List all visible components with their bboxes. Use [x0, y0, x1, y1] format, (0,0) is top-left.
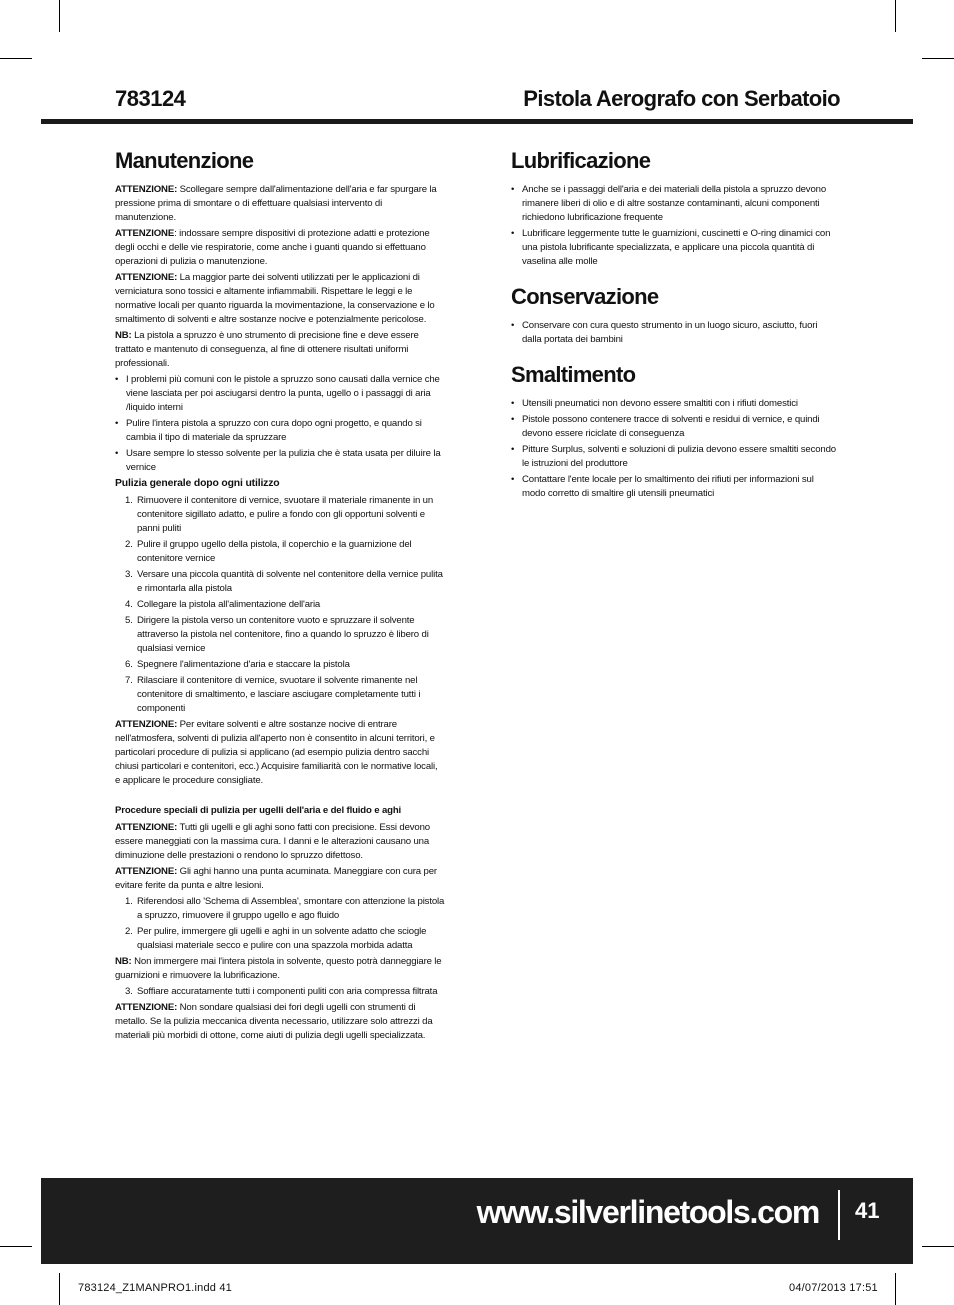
warning-label: ATTENZIONE:: [115, 1002, 178, 1013]
slug-filename: 783124_Z1MANPRO1.indd 41: [78, 1282, 233, 1294]
list-item: • Usare sempre lo stesso solvente per la pulizia che è stata usata per diluire la vernice: [115, 447, 445, 475]
page-number: 41: [855, 1198, 880, 1223]
crop-mark: [895, 0, 896, 32]
crop-mark: [895, 1273, 896, 1305]
lubrication-heading: Lubrificazione: [511, 148, 651, 173]
list-item: • Pitture Surplus, solventi e soluzioni di pulizia devono essere smaltiti secondo le istruzioni del produttore: [511, 443, 837, 471]
header-rule: [41, 119, 913, 124]
warning-paragraph: [115, 227, 445, 269]
warning-label: ATTENZIONE:: [115, 184, 178, 195]
note-label: NB:: [115, 956, 132, 967]
general-cleaning-heading: Pulizia generale dopo ogni utilizzo: [115, 478, 280, 489]
list-item: 2. Pulire il gruppo ugello della pistola, il coperchio e la guarnizione del contenitore vernice: [125, 539, 412, 564]
warning-label: ATTENZIONE:: [115, 272, 178, 283]
maintenance-heading: Manutenzione: [115, 148, 254, 173]
warning-text: Per evitare solventi e altre sostanze nocive di entrare nell'atmosfera, solventi di pulizia all'aperto non è consentito in alcuni territori, e particolari procedure di pulizia si applicano (ad esempio pulizia dentro sacchi chiusi particolari e contenitori, ecc.) Acquisire familiarità con le normative locali, e applicare le procedure consigliate.: [115, 719, 438, 786]
list-item: • Pistole possono contenere tracce di solventi e residui di vernice, e quindi devono essere riciclate di conseguenza: [511, 413, 837, 441]
storage-bullets: [511, 319, 837, 347]
list-item: • I problemi più comuni con le pistole a spruzzo sono causati dalla vernice che viene lasciata per poi asciugarsi dentro la punta, ugello o i passaggi di aria /liquido interni: [115, 373, 445, 415]
list-item: 4. Collegare la pistola all'alimentazione dell'aria: [125, 599, 321, 610]
warning-text: Tutti gli ugelli e gli aghi sono fatti con precisione. Essi devono essere maneggiati con la massima cura. I danni e le alterazioni causano una diminuzione delle prestazioni o rendono lo spruzzo difettoso.: [115, 822, 430, 861]
list-item: • Anche se i passaggi dell'aria e dei materiali della pistola a spruzzo devono rimanere liberi di olio e di altre sostanze contaminanti, alcuni componenti richiedono lubrificazione frequente: [511, 183, 837, 225]
warning-paragraph: [115, 718, 445, 788]
footer-bar: [41, 1178, 913, 1264]
warning-label: ATTENZIONE:: [115, 822, 178, 833]
list-item: 2. Per pulire, immergere gli ugelli e aghi in un solvente adatto che sciogle qualsiasi materiale secco e pulire con una spazzola morbida adatta: [125, 926, 427, 951]
list-item: • Lubrificare leggermente tutte le guarnizioni, cuscinetti e O-ring dinamici con una pistola lubrificante specializzata, e applicare una piccola quantità di vaselina alle molle: [511, 227, 837, 269]
page-header: [115, 84, 840, 118]
warning-paragraph: [115, 271, 445, 327]
warning-label: ATTENZIONE: [115, 228, 175, 239]
list-item: 1. Riferendosi allo 'Schema di Assemblea', smontare con attenzione la pistola a spruzzo, rimuovere il gruppo ugello e ago fluido: [125, 896, 445, 921]
crop-mark: [922, 1246, 954, 1247]
crop-mark: [59, 1273, 60, 1305]
general-cleaning-steps: [115, 494, 445, 716]
note-paragraph: [115, 329, 445, 371]
storage-heading: Conservazione: [511, 284, 659, 309]
list-item: • Conservare con cura questo strumento in un luogo sicuro, asciutto, fuori dalla portata dei bambini: [511, 319, 837, 347]
warning-text: La maggior parte dei solventi utilizzati per le applicazioni di verniciatura sono tossici e altamente infiammabili. Rispettare le leggi e le normative locali per quanto riguarda la movimentazione, la conservazione e lo smaltimento di solventi e altre sostanze nocive e potenzialmente pericolose.: [115, 272, 435, 325]
list-item: 3. Versare una piccola quantità di solvente nel contenitore della vernice pulita e rimontarla alla pistola: [125, 569, 443, 594]
warning-paragraph: [115, 183, 445, 225]
crop-mark: [0, 1246, 32, 1247]
warning-label: ATTENZIONE:: [115, 866, 178, 877]
note-label: NB:: [115, 330, 132, 341]
list-item: • Contattare l'ente locale per lo smaltimento dei rifiuti per informazioni sul modo corretto di smaltire gli utensili pneumatici: [511, 473, 837, 501]
model-number: 783124: [115, 86, 186, 111]
maintenance-bullets: [115, 373, 445, 475]
disposal-bullets: [511, 397, 837, 501]
special-cleaning-heading: Procedure speciali di pulizia per ugelli dell'aria e del fluido e aghi: [115, 805, 402, 816]
crop-mark: [0, 58, 32, 59]
note-text: Non immergere mai l'intera pistola in solvente, questo potrà danneggiare le guarnizioni e rimuovere la lubrificazione.: [115, 956, 442, 981]
list-item: 6. Spegnere l'alimentazione d'aria e staccare la pistola: [125, 659, 350, 670]
warning-text: : indossare sempre dispositivi di protezione adatti e protezione degli occhi e delle vie respiratorie, come anche i guanti quando si effettuano operazioni di pulizia o manutenzione.: [115, 228, 430, 267]
warning-text: Gli aghi hanno una punta acuminata. Maneggiare con cura per evitare ferite da punta e altre lesioni.: [115, 866, 437, 891]
slug-date: 04/07/2013 17:51: [789, 1282, 878, 1294]
note-paragraph: [115, 955, 445, 983]
list-item: • Utensili pneumatici non devono essere smaltiti con i rifiuti domestici: [511, 397, 837, 411]
warning-paragraph: [115, 821, 445, 863]
maintenance-column: [115, 147, 445, 1045]
list-item: 5. Dirigere la pistola verso un contenitore vuoto e spruzzare il solvente attraverso la pistola nel contenitore, fino a quando lo spruzzo è libero di qualsiasi vernice: [125, 615, 429, 654]
footer-divider: [838, 1190, 840, 1240]
warning-label: ATTENZIONE:: [115, 719, 178, 730]
special-cleaning-steps-continued: [115, 985, 445, 999]
list-item: • Pulire l'intera pistola a spruzzo con cura dopo ogni progetto, e quando si cambia il tipo di materiale da spruzzare: [115, 417, 445, 445]
list-item: 7. Rilasciare il contenitore di vernice, svuotare il solvente rimanente nel contenitore di smaltimento, e lasciare asciugare completamente tutti i componenti: [125, 675, 421, 714]
lubrication-bullets: [511, 183, 837, 269]
special-cleaning-steps: [115, 895, 445, 953]
page-title: Pistola Aerografo con Serbatoio: [523, 86, 840, 111]
warning-text: Scollegare sempre dall'alimentazione dell'aria e far spurgare la pressione prima di smontare o di effettuare qualsiasi intervento di manutenzione.: [115, 184, 437, 223]
warning-paragraph: [115, 865, 445, 893]
website-url: www.silverlinetools.com: [476, 1194, 819, 1230]
right-column: [511, 147, 837, 503]
crop-mark: [922, 58, 954, 59]
warning-text: Non sondare qualsiasi dei fori degli ugelli con strumenti di metallo. Se la pulizia meccanica diventa necessario, utilizzare solo attrezzi da materiali più morbidi di ottone, come aiuti di pulizia degli ugelli specializzata.: [115, 1002, 433, 1041]
warning-paragraph: [115, 1001, 445, 1043]
crop-mark: [59, 0, 60, 32]
disposal-heading: Smaltimento: [511, 362, 636, 387]
note-text: La pistola a spruzzo è uno strumento di precisione fine e deve essere trattato e mantenuto di conseguenza, al fine di ottenere risultati uniformi professionali.: [115, 330, 419, 369]
list-item: 1. Rimuovere il contenitore di vernice, svuotare il materiale rimanente in un contenitore sigillato adatto, e pulire a fondo con gli opportuni solventi e panni puliti: [125, 495, 434, 534]
list-item: 3. Soffiare accuratamente tutti i componenti puliti con aria compressa filtrata: [125, 986, 438, 997]
